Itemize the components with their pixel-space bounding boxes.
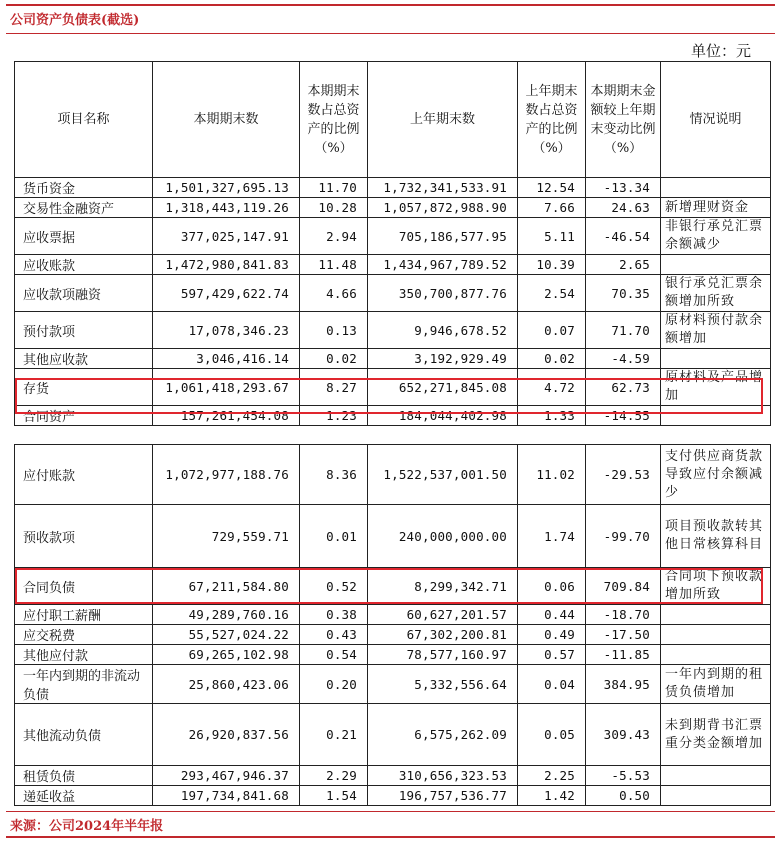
current-value-cell: 293,467,946.37 — [153, 766, 300, 786]
page-title: 公司资产负债表(截选) — [10, 13, 140, 28]
prior-pct-cell: 0.57 — [518, 645, 586, 665]
unit-label: 单位：元 — [690, 42, 751, 60]
current-pct-cell: 2.29 — [300, 766, 368, 786]
note-cell — [661, 178, 771, 198]
top-rule — [6, 4, 775, 6]
header-change: 本期期末金额较上年期末变动比例（%） — [586, 62, 661, 178]
prior-value-cell: 1,434,967,789.52 — [368, 255, 518, 275]
change-pct-cell: -17.50 — [586, 625, 661, 645]
current-value-cell: 26,920,837.56 — [153, 704, 300, 766]
header-current-pct: 本期期末数占总资产的比例（%） — [300, 62, 368, 178]
current-pct-cell: 0.20 — [300, 665, 368, 704]
note-cell — [661, 255, 771, 275]
current-pct-cell: 10.28 — [300, 198, 368, 218]
prior-value-cell: 9,946,678.52 — [368, 312, 518, 349]
change-pct-cell: 309.43 — [586, 704, 661, 766]
prior-pct-cell: 0.05 — [518, 704, 586, 766]
note-cell: 新增理财资金 — [661, 198, 771, 218]
note-cell — [661, 349, 771, 369]
table-row — [15, 645, 771, 665]
note-cell: 原材料及产品增加 — [661, 369, 771, 406]
current-value-cell: 377,025,147.91 — [153, 218, 300, 255]
current-value-cell: 597,429,622.74 — [153, 275, 300, 312]
end-rule — [6, 836, 775, 838]
current-pct-cell: 0.54 — [300, 645, 368, 665]
table-row — [15, 445, 771, 505]
item-name-cell: 预付款项 — [15, 312, 153, 349]
table-row — [15, 505, 771, 568]
change-pct-cell: -99.70 — [586, 505, 661, 568]
prior-pct-cell: 2.25 — [518, 766, 586, 786]
prior-pct-cell: 4.72 — [518, 369, 586, 406]
change-pct-cell: -14.55 — [586, 406, 661, 426]
table-row — [15, 255, 771, 275]
change-pct-cell: -18.70 — [586, 605, 661, 625]
current-value-cell: 729,559.71 — [153, 505, 300, 568]
prior-value-cell: 5,332,556.64 — [368, 665, 518, 704]
current-pct-cell: 0.52 — [300, 568, 368, 605]
note-cell: 银行承兑汇票余额增加所致 — [661, 275, 771, 312]
section-break — [14, 437, 762, 444]
prior-value-cell: 1,057,872,988.90 — [368, 198, 518, 218]
prior-pct-cell: 1.74 — [518, 505, 586, 568]
table-row — [15, 218, 771, 255]
prior-value-cell: 67,302,200.81 — [368, 625, 518, 645]
item-name-cell: 应交税费 — [15, 625, 153, 645]
current-pct-cell: 0.21 — [300, 704, 368, 766]
prior-value-cell: 78,577,160.97 — [368, 645, 518, 665]
current-pct-cell: 0.02 — [300, 349, 368, 369]
note-cell: 支付供应商货款导致应付余额减少 — [661, 445, 771, 505]
item-name-cell: 预收款项 — [15, 505, 153, 568]
prior-pct-cell: 0.04 — [518, 665, 586, 704]
current-value-cell: 67,211,584.80 — [153, 568, 300, 605]
current-pct-cell: 0.38 — [300, 605, 368, 625]
current-pct-cell: 8.36 — [300, 445, 368, 505]
current-pct-cell: 11.70 — [300, 178, 368, 198]
table-row — [15, 349, 771, 369]
current-value-cell: 197,734,841.68 — [153, 786, 300, 806]
table-row — [15, 704, 771, 766]
prior-pct-cell: 11.02 — [518, 445, 586, 505]
current-pct-cell: 11.48 — [300, 255, 368, 275]
current-pct-cell: 1.54 — [300, 786, 368, 806]
prior-pct-cell: 1.42 — [518, 786, 586, 806]
prior-pct-cell: 0.06 — [518, 568, 586, 605]
note-cell — [661, 766, 771, 786]
prior-pct-cell: 0.44 — [518, 605, 586, 625]
current-value-cell: 17,078,346.23 — [153, 312, 300, 349]
highlight-contract-liabilities — [15, 568, 763, 604]
current-pct-cell: 8.27 — [300, 369, 368, 406]
change-pct-cell: 384.95 — [586, 665, 661, 704]
header-prior: 上年期末数 — [368, 62, 518, 178]
prior-pct-cell: 5.11 — [518, 218, 586, 255]
table-row — [15, 198, 771, 218]
prior-pct-cell: 0.49 — [518, 625, 586, 645]
change-pct-cell: -46.54 — [586, 218, 661, 255]
header-note: 情况说明 — [661, 62, 771, 178]
prior-value-cell: 8,299,342.71 — [368, 568, 518, 605]
item-name-cell: 应收票据 — [15, 218, 153, 255]
current-value-cell: 3,046,416.14 — [153, 349, 300, 369]
item-name-cell: 合同负债 — [15, 568, 153, 605]
item-name-cell: 其他应付款 — [15, 645, 153, 665]
item-name-cell: 租赁负债 — [15, 766, 153, 786]
current-pct-cell: 1.23 — [300, 406, 368, 426]
change-pct-cell: 71.70 — [586, 312, 661, 349]
item-name-cell: 交易性金融资产 — [15, 198, 153, 218]
table-row — [15, 665, 771, 704]
liabilities-table — [14, 444, 771, 806]
source-note: 来源：公司2024年半年报 — [10, 819, 164, 834]
prior-pct-cell: 1.33 — [518, 406, 586, 426]
prior-pct-cell: 0.02 — [518, 349, 586, 369]
prior-value-cell: 1,732,341,533.91 — [368, 178, 518, 198]
current-value-cell: 1,501,327,695.13 — [153, 178, 300, 198]
item-name-cell: 其他流动负债 — [15, 704, 153, 766]
change-pct-cell: 709.84 — [586, 568, 661, 605]
change-pct-cell: -29.53 — [586, 445, 661, 505]
prior-pct-cell: 12.54 — [518, 178, 586, 198]
table-row — [15, 786, 771, 806]
current-pct-cell: 0.01 — [300, 505, 368, 568]
current-value-cell: 55,527,024.22 — [153, 625, 300, 645]
item-name-cell: 应付职工薪酬 — [15, 605, 153, 625]
table-row — [15, 275, 771, 312]
note-cell: 非银行承兑汇票余额减少 — [661, 218, 771, 255]
current-value-cell: 1,318,443,119.26 — [153, 198, 300, 218]
prior-value-cell: 1,522,537,001.50 — [368, 445, 518, 505]
item-name-cell: 应收账款 — [15, 255, 153, 275]
item-name-cell: 其他应收款 — [15, 349, 153, 369]
assets-table — [14, 61, 771, 426]
table-row — [15, 178, 771, 198]
header-row — [15, 62, 771, 178]
item-name-cell: 合同资产 — [15, 406, 153, 426]
note-cell — [661, 605, 771, 625]
prior-pct-cell: 2.54 — [518, 275, 586, 312]
title-rule — [6, 33, 775, 34]
prior-value-cell: 310,656,323.53 — [368, 766, 518, 786]
prior-value-cell: 60,627,201.57 — [368, 605, 518, 625]
prior-value-cell: 652,271,845.08 — [368, 369, 518, 406]
change-pct-cell: -5.53 — [586, 766, 661, 786]
item-name-cell: 一年内到期的非流动负债 — [15, 665, 153, 704]
current-value-cell: 49,289,760.16 — [153, 605, 300, 625]
prior-value-cell: 196,757,536.77 — [368, 786, 518, 806]
change-pct-cell: -11.85 — [586, 645, 661, 665]
table-row — [15, 766, 771, 786]
current-pct-cell: 0.43 — [300, 625, 368, 645]
header-item: 项目名称 — [15, 62, 153, 178]
item-name-cell: 应收款项融资 — [15, 275, 153, 312]
current-value-cell: 1,072,977,188.76 — [153, 445, 300, 505]
table-row — [15, 625, 771, 645]
current-value-cell: 1,472,980,841.83 — [153, 255, 300, 275]
change-pct-cell: -13.34 — [586, 178, 661, 198]
note-cell — [661, 645, 771, 665]
note-cell — [661, 625, 771, 645]
change-pct-cell: 24.63 — [586, 198, 661, 218]
item-name-cell: 应付账款 — [15, 445, 153, 505]
item-name-cell: 货币资金 — [15, 178, 153, 198]
prior-pct-cell: 0.07 — [518, 312, 586, 349]
prior-value-cell: 705,186,577.95 — [368, 218, 518, 255]
bottom-rule — [6, 811, 775, 812]
current-value-cell: 157,261,454.08 — [153, 406, 300, 426]
item-name-cell: 递延收益 — [15, 786, 153, 806]
change-pct-cell: -4.59 — [586, 349, 661, 369]
prior-value-cell: 240,000,000.00 — [368, 505, 518, 568]
header-prior-pct: 上年期末数占总资产的比例（%） — [518, 62, 586, 178]
current-value-cell: 25,860,423.06 — [153, 665, 300, 704]
current-value-cell: 69,265,102.98 — [153, 645, 300, 665]
table-row — [15, 312, 771, 349]
note-cell: 未到期背书汇票重分类金额增加 — [661, 704, 771, 766]
current-pct-cell: 4.66 — [300, 275, 368, 312]
current-value-cell: 1,061,418,293.67 — [153, 369, 300, 406]
note-cell: 一年内到期的租赁负债增加 — [661, 665, 771, 704]
note-cell — [661, 786, 771, 806]
current-pct-cell: 2.94 — [300, 218, 368, 255]
prior-pct-cell: 7.66 — [518, 198, 586, 218]
prior-value-cell: 350,700,877.76 — [368, 275, 518, 312]
item-name-cell: 存货 — [15, 369, 153, 406]
table-row — [15, 605, 771, 625]
note-cell: 合同项下预收款增加所致 — [661, 568, 771, 605]
change-pct-cell: 70.35 — [586, 275, 661, 312]
prior-pct-cell: 10.39 — [518, 255, 586, 275]
highlight-inventory — [15, 378, 763, 414]
change-pct-cell: 2.65 — [586, 255, 661, 275]
prior-value-cell: 184,044,402.98 — [368, 406, 518, 426]
prior-value-cell: 6,575,262.09 — [368, 704, 518, 766]
note-cell: 项目预收款转其他日常核算科目 — [661, 505, 771, 568]
change-pct-cell: 0.50 — [586, 786, 661, 806]
change-pct-cell: 62.73 — [586, 369, 661, 406]
note-cell: 原材料预付款余额增加 — [661, 312, 771, 349]
header-current: 本期期末数 — [153, 62, 300, 178]
prior-value-cell: 3,192,929.49 — [368, 349, 518, 369]
current-pct-cell: 0.13 — [300, 312, 368, 349]
